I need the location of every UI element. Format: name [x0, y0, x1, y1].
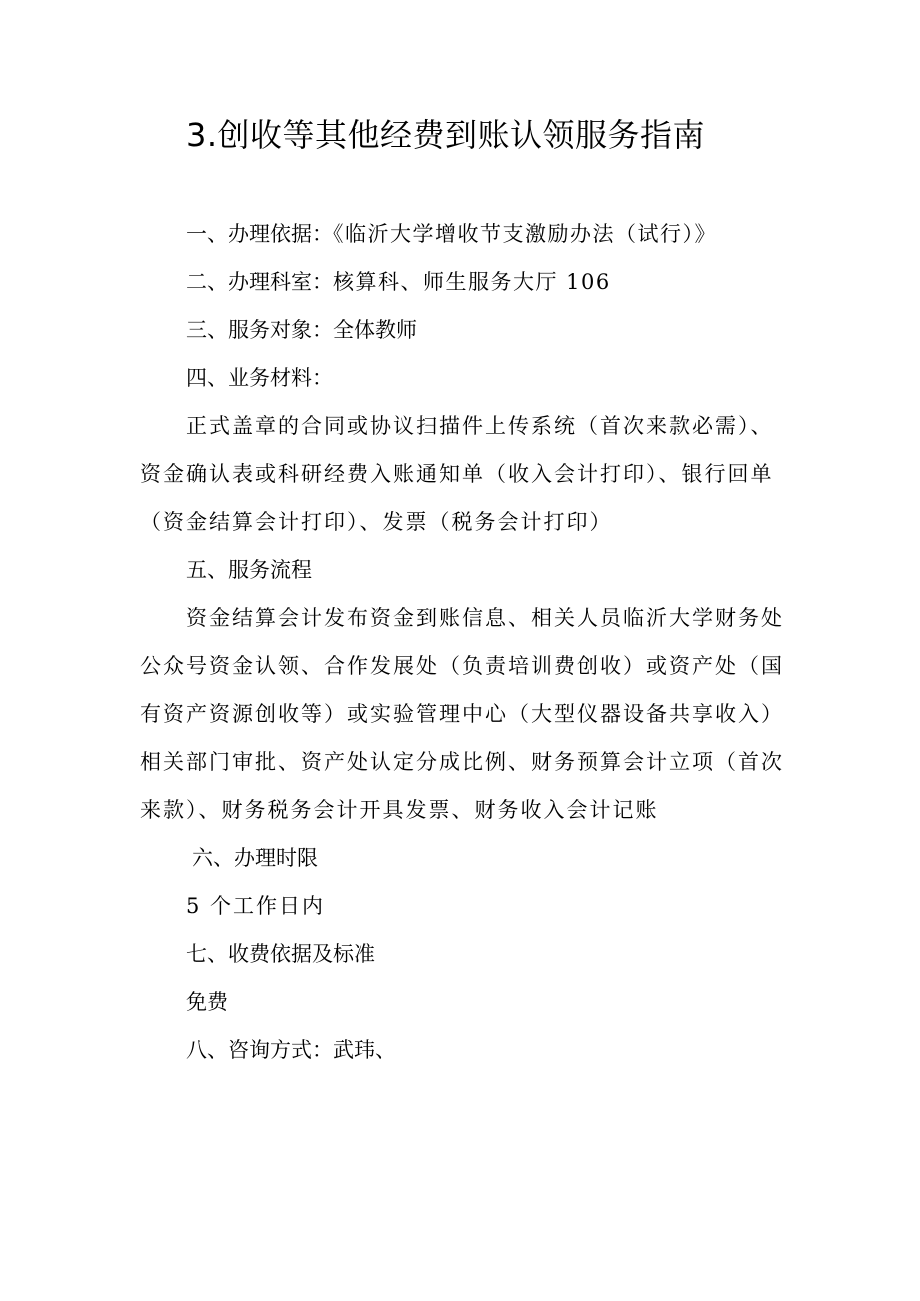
- contact-row: [186, 1035, 396, 1065]
- time-limit-label: 六、办理时限: [192, 846, 318, 870]
- fees-value: 免费: [186, 990, 228, 1014]
- fees-label: 七、收费依据及标准: [186, 942, 375, 966]
- audience-row: [186, 315, 417, 345]
- basis-row: [186, 219, 717, 249]
- process-line: 资金结算会计发布资金到账信息、相关人员临沂大学财务处: [186, 606, 784, 630]
- audience-label: 三、服务对象：: [186, 318, 333, 342]
- basis-label: 一、办理依据：: [186, 222, 333, 246]
- time-limit-value: 5 个工作日内: [186, 894, 326, 918]
- process-line: 相关部门审批、资产处认定分成比例、财务预算会计立项（首次: [140, 750, 784, 774]
- contact-value: 武玮、: [333, 1038, 396, 1062]
- materials-line: 资金确认表或科研经费入账通知单（收入会计打印）、银行回单: [140, 462, 774, 486]
- office-label: 二、办理科室：: [186, 270, 333, 294]
- materials-line: 正式盖章的合同或协议扫描件上传系统（首次来款必需）、: [186, 414, 774, 438]
- materials-line: （资金结算会计打印）、发票（税务会计打印）: [140, 510, 613, 534]
- materials-label: 四、业务材料：: [186, 366, 333, 390]
- office-value: 核算科、师生服务大厅 106: [333, 270, 611, 294]
- process-line: 有资产资源创收等）或实验管理中心（大型仪器设备共享收入）: [140, 702, 784, 726]
- page-title: 3.创收等其他经费到账认领服务指南: [186, 116, 706, 154]
- office-row: [186, 267, 611, 297]
- contact-label: 八、咨询方式：: [186, 1038, 333, 1062]
- audience-value: 全体教师: [333, 318, 417, 342]
- process-line: 来款）、财务税务会计开具发票、财务收入会计记账: [140, 798, 659, 822]
- process-line: 公众号资金认领、合作发展处（负责培训费创收）或资产处（国: [140, 654, 784, 678]
- process-label: 五、服务流程: [186, 558, 312, 582]
- basis-value: 《临沂大学增收节支激励办法（试行）》: [333, 222, 717, 246]
